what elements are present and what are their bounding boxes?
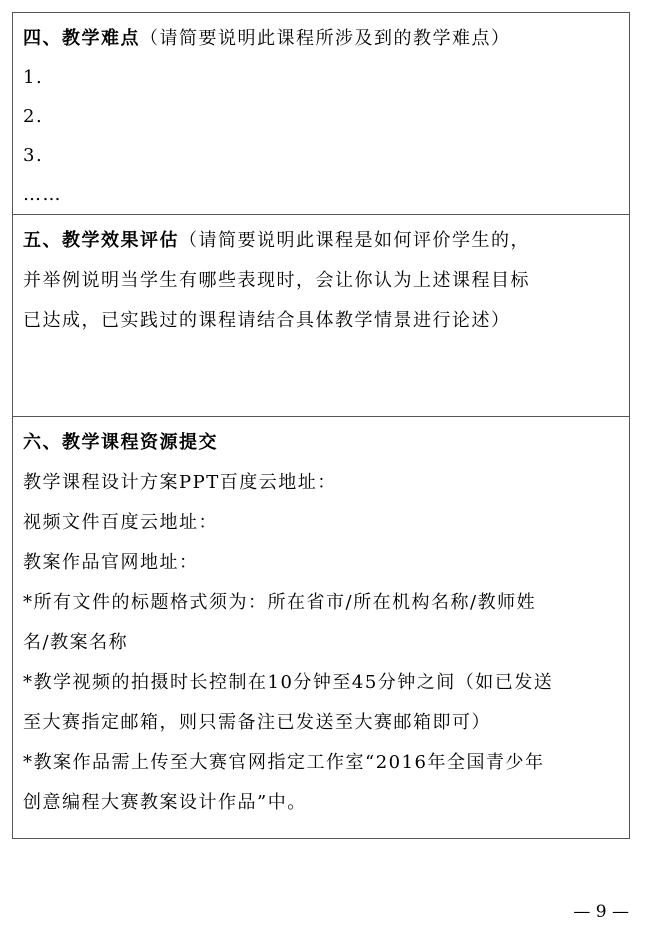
website-link-label: 教案作品官网地址： <box>23 552 199 573</box>
section-resource-submission <box>13 417 629 838</box>
page-number: — 9 — <box>573 902 629 922</box>
section-title: 六、教学课程资源提交 <box>23 432 218 453</box>
ppt-link-label: 教学课程设计方案PPT百度云地址： <box>23 472 337 493</box>
form-table <box>12 12 630 839</box>
section-title: 四、教学难点 <box>23 28 140 49</box>
section-teaching-difficulties <box>13 13 629 215</box>
section-teaching-evaluation <box>13 215 629 417</box>
list-item: …… <box>23 184 62 205</box>
section-hint-line: 已达成，已实践过的课程请结合具体教学情景进行论述） <box>23 310 511 331</box>
section-hint: （请简要说明此课程是如何评价学生的， <box>179 230 530 251</box>
list-item: 2. <box>23 106 44 127</box>
note-line: *所有文件的标题格式须为：所在省市/所在机构名称/教师姓 <box>23 592 537 613</box>
note-line: 至大赛指定邮箱，则只需备注已发送至大赛邮箱即可） <box>23 712 491 733</box>
section-title: 五、教学效果评估 <box>23 230 179 251</box>
section-heading-line <box>23 221 621 261</box>
section-hint: （请简要说明此课程所涉及到的教学难点） <box>140 28 511 49</box>
section-hint-line: 并举例说明当学生有哪些表现时，会让你认为上述课程目标 <box>23 270 530 291</box>
note-line: *教案作品需上传至大赛官网指定工作室“2016年全国青少年 <box>23 752 545 773</box>
note-line: 名/教案名称 <box>23 632 129 653</box>
note-line: 创意编程大赛教案设计作品”中。 <box>23 792 307 813</box>
list-item: 3. <box>23 145 44 166</box>
list-item: 1. <box>23 67 44 88</box>
note-line: *教学视频的拍摄时长控制在10分钟至45分钟之间（如已发送 <box>23 672 554 693</box>
video-link-label: 视频文件百度云地址： <box>23 512 218 533</box>
section-heading-line <box>23 19 621 58</box>
